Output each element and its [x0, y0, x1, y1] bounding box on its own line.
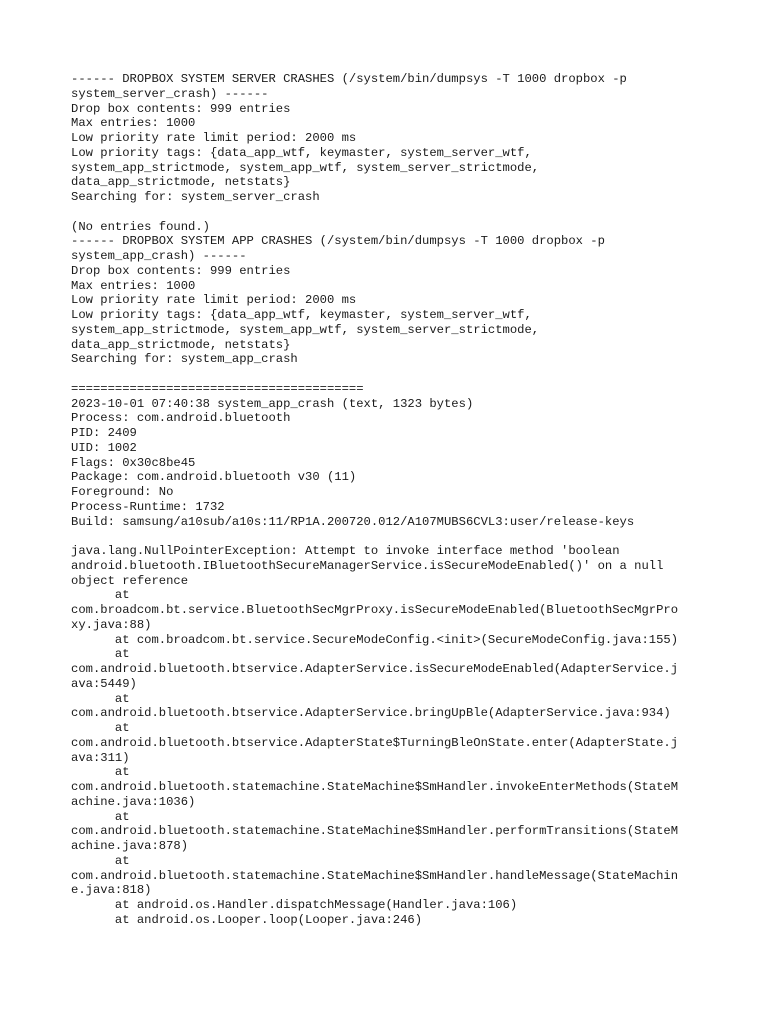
- stack-trace-line: at: [71, 765, 130, 780]
- log-line: Process: com.android.bluetooth: [71, 411, 291, 426]
- stack-trace-line: xy.java:88): [71, 617, 152, 632]
- log-line: Max entries: 1000: [71, 278, 196, 293]
- stack-trace-line: at: [71, 809, 130, 824]
- stack-trace-line: at: [71, 691, 130, 706]
- stack-trace-line: at com.broadcom.bt.service.SecureModeConfig.<init>(SecureModeConfig.java:155): [71, 632, 679, 647]
- blank-line: [71, 529, 711, 544]
- separator-line: ========================================: [71, 381, 364, 396]
- log-line: Searching for: system_app_crash: [71, 352, 298, 367]
- log-line: Package: com.android.bluetooth v30 (11): [71, 470, 357, 485]
- log-line: ------ DROPBOX SYSTEM SERVER CRASHES (/system/bin/dumpsys -T 1000 dropbox -p: [71, 72, 627, 86]
- log-line: data_app_strictmode, netstats}: [71, 337, 291, 352]
- stack-trace-line: android.bluetooth.IBluetoothSecureManagerService.isSecureModeEnabled()' on a null: [71, 558, 664, 573]
- stack-trace-line: com.android.bluetooth.statemachine.StateMachine$SmHandler.handleMessage(StateMachin: [71, 868, 679, 883]
- stack-trace-line: at: [71, 647, 130, 662]
- stack-trace-line: achine.java:1036): [71, 794, 196, 809]
- stack-trace-line: object reference: [71, 573, 189, 588]
- log-line: Foreground: No: [71, 485, 174, 499]
- stack-trace-line: at: [71, 721, 130, 735]
- log-line: 2023-10-01 07:40:38 system_app_crash (text, 1323 bytes): [71, 396, 474, 411]
- stack-trace-line: achine.java:878): [71, 839, 189, 853]
- log-line: Process-Runtime: 1732: [71, 499, 225, 514]
- stack-trace-line: java.lang.NullPointerException: Attempt to invoke interface method 'boolean: [71, 544, 620, 558]
- stack-trace-line: at android.os.Looper.loop(Looper.java:246): [71, 912, 423, 927]
- log-line: system_app_crash) ------: [71, 249, 247, 263]
- log-line: Searching for: system_server_crash: [71, 190, 320, 204]
- log-line: Drop box contents: 999 entries: [71, 263, 291, 278]
- log-line: Low priority rate limit period: 2000 ms: [71, 131, 357, 145]
- log-document: [71, 72, 711, 928]
- log-line: UID: 1002: [71, 440, 137, 455]
- stack-trace-line: at: [71, 853, 130, 868]
- log-line: Build: samsung/a10sub/a10s:11/RP1A.200720.012/A107MUBS6CVL3:user/release-keys: [71, 514, 635, 529]
- log-line: Low priority tags: {data_app_wtf, keymaster, system_server_wtf,: [71, 145, 532, 160]
- log-line: system_app_strictmode, system_app_wtf, system_server_strictmode,: [71, 160, 540, 175]
- stack-trace-line: ava:311): [71, 750, 130, 765]
- stack-trace-line: at: [71, 588, 130, 603]
- log-line: Flags: 0x30c8be45: [71, 455, 196, 470]
- log-line: ------ DROPBOX SYSTEM APP CRASHES (/system/bin/dumpsys -T 1000 dropbox -p: [71, 234, 605, 249]
- stack-trace-line: com.android.bluetooth.statemachine.StateMachine$SmHandler.performTransitions(StateM: [71, 824, 679, 839]
- stack-trace-line: com.android.bluetooth.statemachine.StateMachine$SmHandler.invokeEnterMethods(StateM: [71, 780, 679, 794]
- stack-trace-line: e.java:818): [71, 883, 152, 898]
- stack-trace-line: at android.os.Handler.dispatchMessage(Handler.java:106): [71, 898, 518, 912]
- log-line: system_server_crash) ------: [71, 86, 269, 101]
- log-line: (No entries found.): [71, 219, 210, 234]
- log-line: Low priority rate limit period: 2000 ms: [71, 293, 357, 308]
- stack-trace-line: com.android.bluetooth.btservice.AdapterState$TurningBleOnState.enter(AdapterState.j: [71, 735, 679, 750]
- log-line: Low priority tags: {data_app_wtf, keymaster, system_server_wtf,: [71, 308, 532, 322]
- blank-line: [71, 367, 711, 382]
- stack-trace-line: com.broadcom.bt.service.BluetoothSecMgrProxy.isSecureModeEnabled(BluetoothSecMgrPro: [71, 603, 679, 617]
- blank-line: [71, 205, 711, 220]
- log-line: data_app_strictmode, netstats}: [71, 175, 291, 190]
- log-line: Drop box contents: 999 entries: [71, 101, 291, 116]
- stack-trace-line: com.android.bluetooth.btservice.AdapterService.isSecureModeEnabled(AdapterService.j: [71, 662, 679, 676]
- log-line: Max entries: 1000: [71, 116, 196, 131]
- stack-trace-line: com.android.bluetooth.btservice.AdapterService.bringUpBle(AdapterService.java:934): [71, 706, 671, 721]
- stack-trace-line: ava:5449): [71, 676, 137, 691]
- log-line: system_app_strictmode, system_app_wtf, system_server_strictmode,: [71, 322, 540, 337]
- log-line: PID: 2409: [71, 426, 137, 440]
